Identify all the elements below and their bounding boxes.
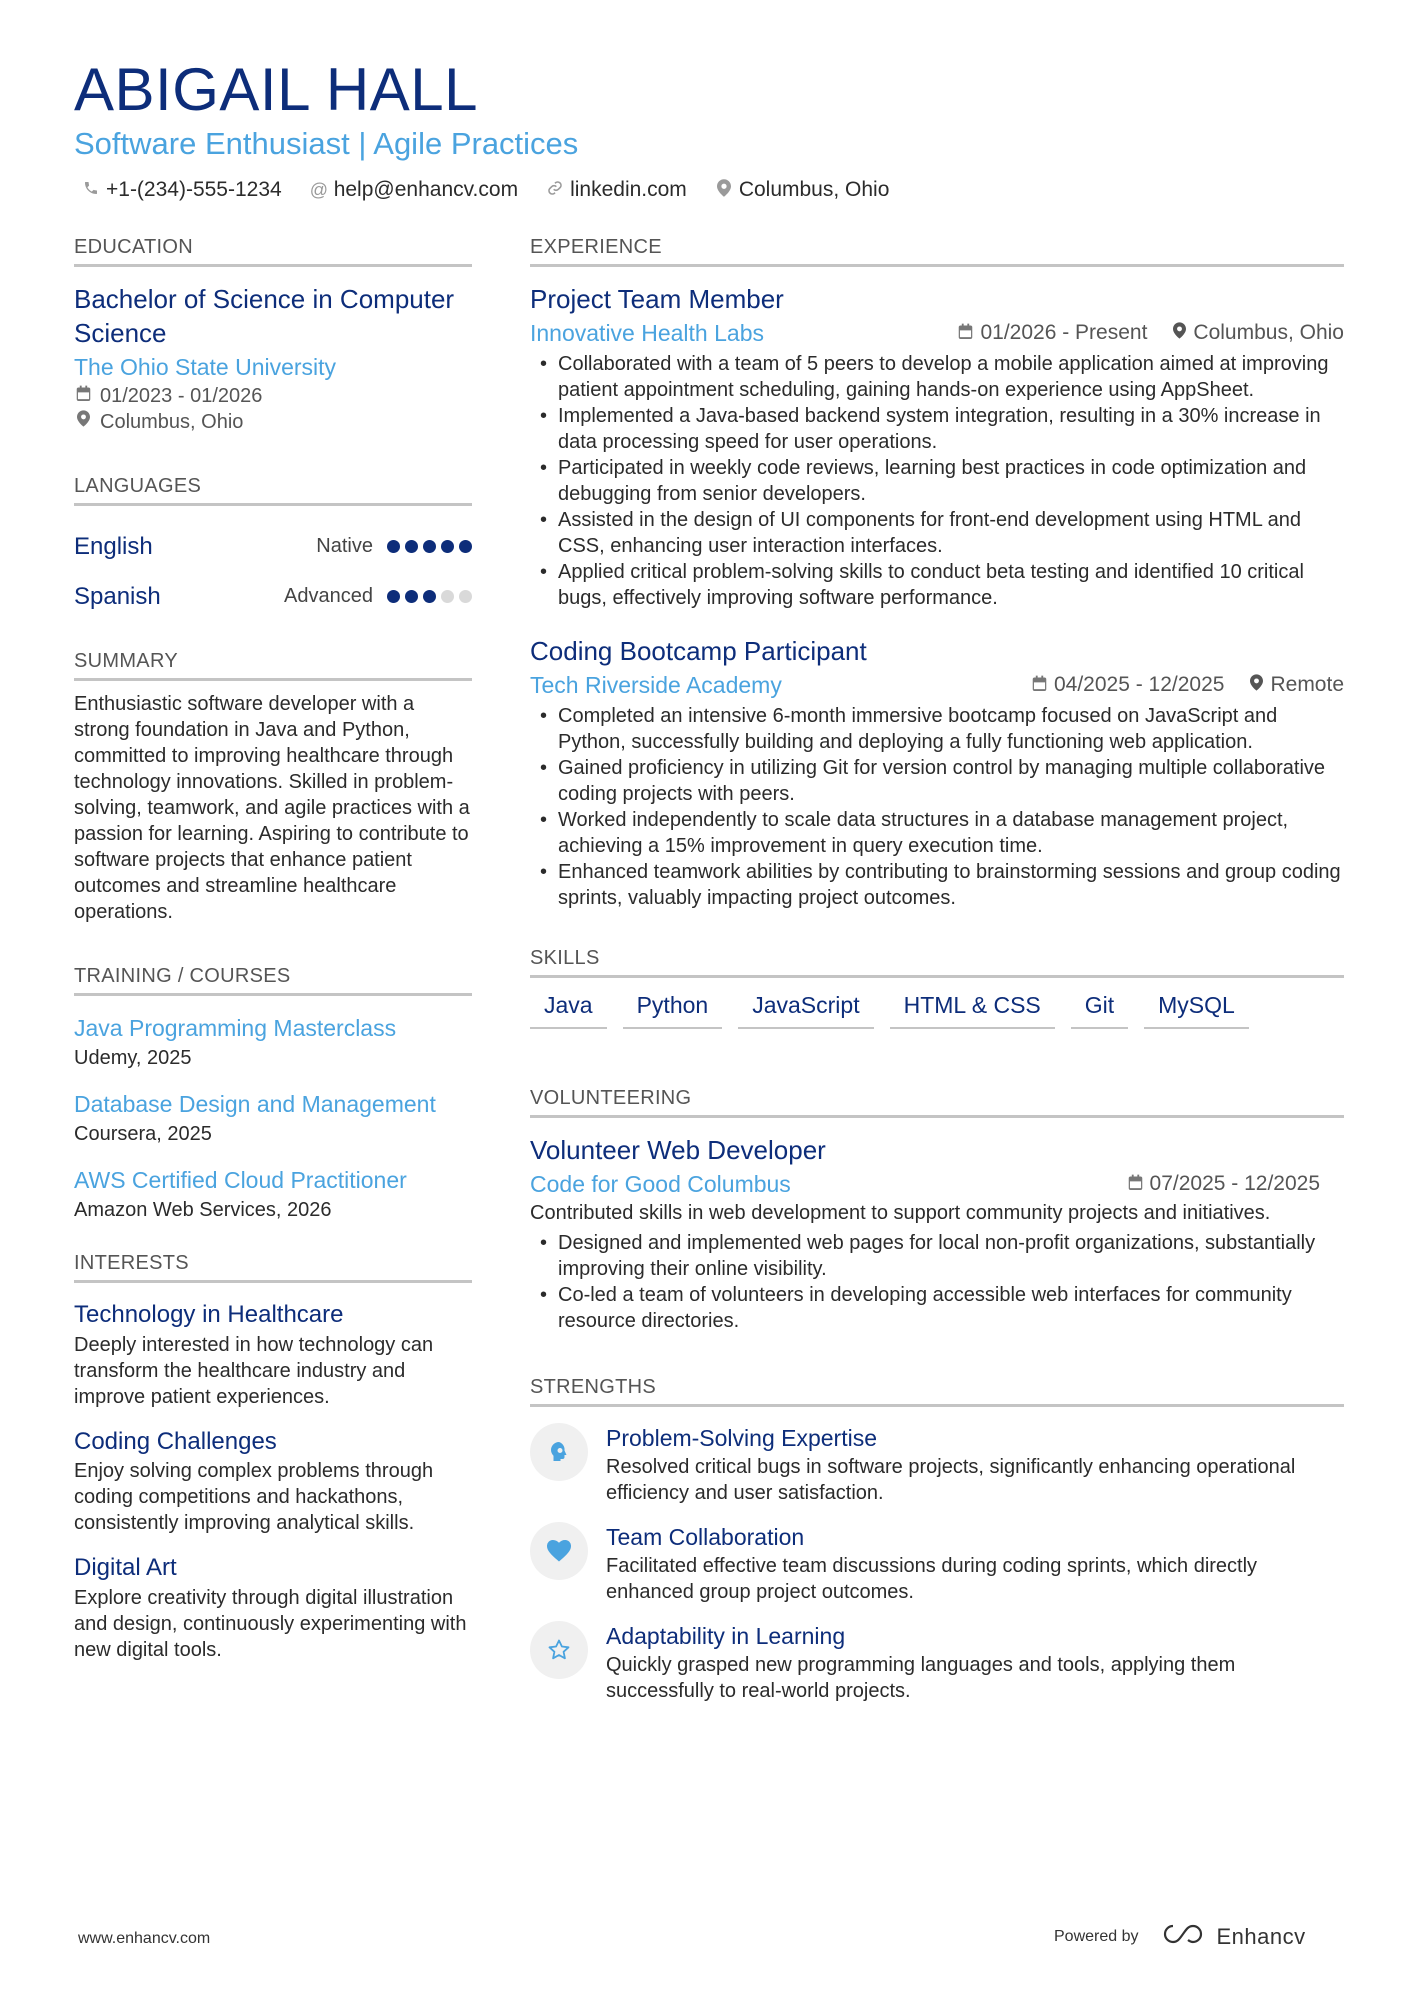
calendar-icon xyxy=(1128,1172,1143,1196)
rating-dot-filled xyxy=(441,540,454,553)
bullet-item: • Participated in weekly code reviews, learning best practices in code optimization and debugging from senior developers. xyxy=(530,455,1344,507)
languages-heading: LANGUAGES xyxy=(74,475,472,506)
education-section xyxy=(74,236,472,435)
infinity-icon xyxy=(1161,1922,1207,1952)
interest-title: Digital Art xyxy=(74,1554,177,1582)
skills-heading: SKILLS xyxy=(530,947,1344,978)
education-dates-text: 01/2023 - 01/2026 xyxy=(100,384,263,407)
contact-location xyxy=(715,178,890,202)
left-column xyxy=(74,236,472,1679)
language-name: Spanish xyxy=(74,582,161,610)
bullet-item: • Implemented a Java-based backend system integration, resulting in a 30% increase in data processing speed for user operations. xyxy=(530,403,1344,455)
education-location xyxy=(74,409,472,435)
experience-subrow xyxy=(530,317,1344,349)
experience-role: Project Team Member xyxy=(530,284,784,314)
experience-location xyxy=(1173,321,1344,345)
volunteering-subrow xyxy=(530,1168,1344,1200)
experience-dates xyxy=(1032,673,1224,697)
candidate-subtitle: Software Enthusiast | Agile Practices xyxy=(74,126,579,161)
rating-dot-filled xyxy=(423,540,436,553)
volunteering-role: Volunteer Web Developer xyxy=(530,1134,826,1165)
skill-tag: Java xyxy=(530,986,607,1029)
language-rating xyxy=(387,540,472,553)
training-heading: TRAINING / COURSES xyxy=(74,965,472,996)
bullet-item: • Worked independently to scale data structures in a database management project, achieving a 15% improvement in query execution time. xyxy=(530,807,1344,859)
powered-by-label: Powered by xyxy=(1054,1928,1139,1945)
contact-bar xyxy=(82,178,889,202)
strength-text: Facilitated effective team discussions during coding sprints, which directly enhanced group project outcomes. xyxy=(606,1555,1258,1604)
contact-phone[interactable] xyxy=(82,178,282,202)
experience-item xyxy=(530,283,1344,611)
calendar-icon xyxy=(958,321,973,345)
course-org: Udemy, 2025 xyxy=(74,1046,192,1069)
interest-title: Technology in Healthcare xyxy=(74,1301,344,1329)
language-name: English xyxy=(74,532,153,560)
strength-text: Quickly grasped new programming languages and tools, applying them successfully to real-world projects. xyxy=(606,1654,1236,1703)
volunteering-section xyxy=(530,1087,1344,1334)
strength-title: Team Collaboration xyxy=(606,1524,805,1550)
strength-content xyxy=(606,1522,1344,1605)
right-column xyxy=(530,236,1344,1720)
location-icon xyxy=(1173,321,1186,345)
volunteering-org: Code for Good Columbus xyxy=(530,1170,791,1197)
skill-tag: Git xyxy=(1071,986,1128,1029)
brand-name: Enhancv xyxy=(1216,1924,1306,1949)
course-title: Database Design and Management xyxy=(74,1090,436,1117)
interest-item xyxy=(74,1426,472,1536)
volunteering-description: Contributed skills in web development to support community projects and initiatives. xyxy=(530,1201,1271,1224)
experience-dates xyxy=(958,321,1147,345)
course-title: AWS Certified Cloud Practitioner xyxy=(74,1167,407,1194)
bullet-item: • Gained proficiency in utilizing Git for version control by managing multiple collaborative coding projects with peers. xyxy=(530,755,1344,807)
volunteering-meta xyxy=(1128,1172,1320,1196)
candidate-name: ABIGAIL HALL xyxy=(74,56,478,123)
bullet-item: • Applied critical problem-solving skills to conduct beta testing and identified 10 critical bugs, effectively improving software performance. xyxy=(530,559,1344,611)
volunteering-heading: VOLUNTEERING xyxy=(530,1087,1344,1118)
experience-location-text: Remote xyxy=(1270,672,1344,696)
brain-icon xyxy=(530,1423,588,1481)
education-degree: Bachelor of Science in Computer Science xyxy=(74,284,455,348)
bullet-item: • Enhanced teamwork abilities by contributing to brainstorming sessions and group coding sprints, valuably impacting project outcomes. xyxy=(530,859,1344,911)
heart-icon xyxy=(530,1522,588,1580)
calendar-icon xyxy=(1032,673,1047,697)
rating-dot-empty xyxy=(441,590,454,603)
interest-text: Enjoy solving complex problems through coding competitions and hackathons, consistently improving analytical skills. xyxy=(74,1460,434,1535)
strength-item xyxy=(530,1522,1344,1605)
interest-item xyxy=(74,1299,472,1409)
course-item xyxy=(74,1088,472,1148)
language-proficiency xyxy=(284,585,472,608)
interests-section xyxy=(74,1252,472,1662)
star-icon xyxy=(530,1621,588,1679)
contact-linkedin-text: linkedin.com xyxy=(570,178,687,201)
interests-heading: INTERESTS xyxy=(74,1252,472,1283)
footer-website[interactable]: www.enhancv.com xyxy=(78,1930,211,1947)
contact-email[interactable] xyxy=(310,178,518,202)
languages-section xyxy=(74,475,472,622)
brand-logo[interactable] xyxy=(1161,1922,1306,1952)
course-org: Amazon Web Services, 2026 xyxy=(74,1199,332,1222)
bullet-item: • Completed an intensive 6-month immersive bootcamp focused on JavaScript and Python, successfully building and deploying a fully functioning web application. xyxy=(530,703,1344,755)
bullet-item: • Designed and implemented web pages for local non-profit organizations, substantially improving their online visibility. xyxy=(530,1230,1344,1282)
experience-meta xyxy=(1032,673,1344,697)
strengths-section xyxy=(530,1376,1344,1704)
rating-dot-filled xyxy=(387,590,400,603)
interest-title: Coding Challenges xyxy=(74,1427,277,1455)
experience-dates-text: 04/2025 - 12/2025 xyxy=(1053,672,1225,696)
summary-heading: SUMMARY xyxy=(74,650,472,681)
volunteering-dates xyxy=(1128,1172,1320,1196)
education-dates xyxy=(74,383,472,409)
bullet-item: • Collaborated with a team of 5 peers to develop a mobile application aimed at improving patient appointment scheduling, gaining hands-on experience using AppSheet. xyxy=(530,351,1344,403)
language-proficiency xyxy=(316,535,472,558)
phone-icon xyxy=(82,180,100,201)
summary-text: Enthusiastic software developer with a strong foundation in Java and Python, committed to improving healthcare through technology innovations. Skilled in problem-solving, teamwork, and agile practices with a passion for learning. Aspiring to contribute to software projects that enhance patient outcomes and streamline healthcare operations. xyxy=(74,692,470,923)
contact-location-text: Columbus, Ohio xyxy=(738,178,890,201)
experience-bullets xyxy=(530,351,1344,611)
skill-tag: MySQL xyxy=(1144,986,1249,1029)
rating-dot-filled xyxy=(405,540,418,553)
language-row-spanish xyxy=(74,572,472,622)
rating-dot-filled xyxy=(387,540,400,553)
rating-dot-empty xyxy=(459,590,472,603)
experience-dates-text: 01/2026 - Present xyxy=(980,320,1148,344)
strength-item xyxy=(530,1621,1344,1704)
experience-item xyxy=(530,635,1344,911)
language-row-english xyxy=(74,522,472,572)
skills-list xyxy=(530,986,1344,1029)
strength-title: Problem-Solving Expertise xyxy=(606,1424,878,1451)
experience-subrow xyxy=(530,669,1344,701)
summary-section xyxy=(74,650,472,925)
rating-dot-filled xyxy=(405,590,418,603)
strength-item xyxy=(530,1423,1344,1506)
skills-section xyxy=(530,947,1344,1029)
language-level: Native xyxy=(316,535,373,558)
bullet-item: • Assisted in the design of UI components for front-end development using HTML and CSS, enhancing user interaction interfaces. xyxy=(530,507,1344,559)
education-school: The Ohio State University xyxy=(74,353,337,380)
experience-location xyxy=(1250,673,1344,697)
at-icon: @ xyxy=(309,179,328,200)
experience-heading: EXPERIENCE xyxy=(530,236,1344,267)
language-level: Advanced xyxy=(284,585,373,608)
contact-phone-text: +1-(234)-555-1234 xyxy=(106,178,282,201)
strength-content xyxy=(606,1621,1344,1704)
education-location-text: Columbus, Ohio xyxy=(100,410,244,433)
skill-tag: Python xyxy=(623,986,723,1029)
experience-company: Tech Riverside Academy xyxy=(530,671,782,698)
course-title: Java Programming Masterclass xyxy=(74,1014,397,1041)
experience-role: Coding Bootcamp Participant xyxy=(530,635,867,666)
location-icon xyxy=(715,179,733,202)
interest-text: Explore creativity through digital illustration and design, continuously experimenting with new digital tools. xyxy=(74,1586,467,1661)
strength-content xyxy=(606,1423,1344,1506)
language-rating xyxy=(387,590,472,603)
volunteering-dates-text: 07/2025 - 12/2025 xyxy=(1149,1171,1320,1195)
rating-dot-filled xyxy=(459,540,472,553)
location-icon xyxy=(1250,673,1263,697)
contact-linkedin[interactable] xyxy=(546,178,687,202)
experience-meta xyxy=(958,321,1344,345)
volunteering-bullets xyxy=(530,1230,1344,1334)
skill-tag: JavaScript xyxy=(738,986,873,1029)
calendar-icon xyxy=(74,385,92,407)
experience-section xyxy=(530,236,1344,911)
strength-title: Adaptability in Learning xyxy=(606,1623,846,1650)
link-icon xyxy=(546,180,564,201)
course-org: Coursera, 2025 xyxy=(74,1123,212,1146)
bullet-item: • Co-led a team of volunteers in developing accessible web interfaces for community resource directories. xyxy=(530,1282,1344,1334)
interest-item xyxy=(74,1552,472,1662)
course-item xyxy=(74,1164,472,1224)
location-icon xyxy=(74,410,92,433)
skill-tag: HTML & CSS xyxy=(890,986,1055,1029)
experience-bullets xyxy=(530,703,1344,911)
interest-text: Deeply interested in how technology can transform the healthcare industry and improve patient experiences. xyxy=(74,1333,434,1408)
course-item xyxy=(74,1012,472,1072)
education-heading: EDUCATION xyxy=(74,236,472,267)
strengths-heading: STRENGTHS xyxy=(530,1376,1344,1407)
contact-email-text: help@enhancv.com xyxy=(333,178,519,201)
footer-branding xyxy=(1054,1922,1306,1952)
training-section xyxy=(74,965,472,1225)
strength-text: Resolved critical bugs in software projects, significantly enhancing operational efficiency and user satisfaction. xyxy=(606,1456,1296,1504)
experience-company: Innovative Health Labs xyxy=(530,319,764,346)
experience-location-text: Columbus, Ohio xyxy=(1193,320,1344,344)
rating-dot-filled xyxy=(423,590,436,603)
